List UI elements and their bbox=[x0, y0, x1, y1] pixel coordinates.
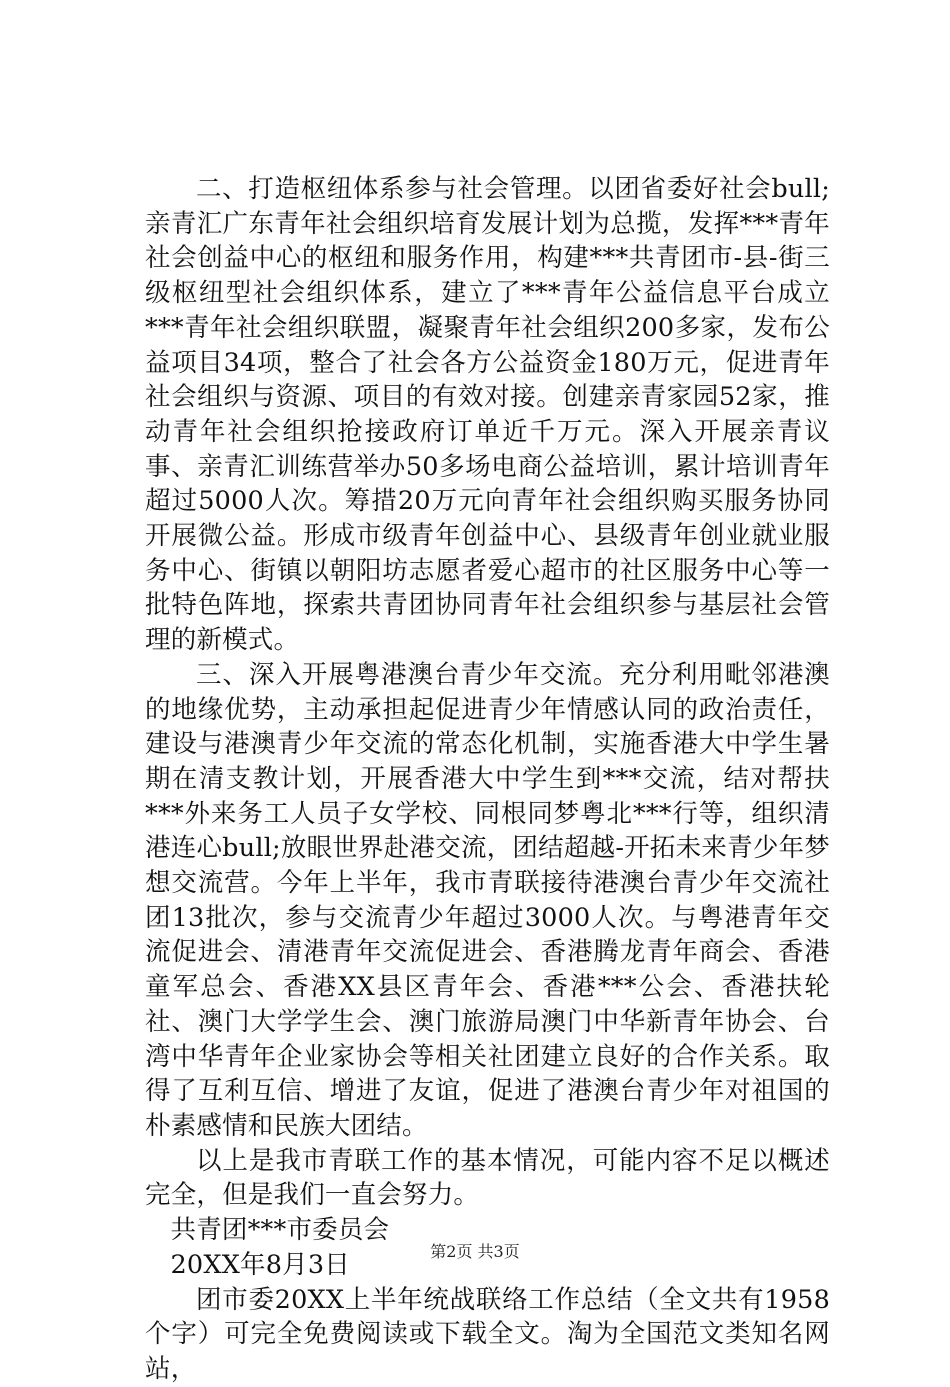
signature-organization: 共青团***市委员会 bbox=[170, 1215, 390, 1246]
page-footer bbox=[0, 1242, 950, 1262]
paragraph-summary: 以上是我市青联工作的基本情况，可能内容不足以概述完全，但是我们一直会努力。 bbox=[145, 1145, 830, 1211]
paragraph-section-three: 三、深入开展粤港澳台青少年交流。充分利用毗邻港澳的地缘优势，主动承担起促进青少年情感认同的政治责任，建设与港澳青少年交流的常态化机制，实施香港大中学生暑期在清支教计划，开展香港大中学生到***交流，结对帮扶***外来务工人员子女学校、同根同梦粤北***行等，组织清港连心bull;放眼世界赴港交流，团结超越-开拓未来青少年梦想交流营。今年上半年，我市青联接待港澳台青少年交流社团13批次，参与交流青少年超过3000人次。与粤港青年交流促进会、清港青年交流促进会、香港腾龙青年商会、香港童军总会、香港XX县区青年会、香港***公会、香港扶轮社、澳门大学学生会、澳门旅游局澳门中华新青年协会、台湾中华青年企业家协会等相关社团建立良好的合作关系。取得了互利互信、增进了友谊，促进了港澳台青少年对祖国的朴素感情和民族大团结。 bbox=[145, 659, 830, 1141]
signature-date: 20XX年8月3日 bbox=[170, 1249, 351, 1280]
paragraph-section-two: 二、打造枢纽体系参与社会管理。以团省委好社会bull;亲青汇广东青年社会组织培育发展计划为总揽，发挥***青年社会创益中心的枢纽和服务作用，构建***共青团市-县-街三级枢纽型社会组织体系，建立了***青年公益信息平台成立***青年社会组织联盟，凝聚青年社会组织200多家，发布公益项目34项，整合了社会各方公益资金180万元，促进青年社会组织与资源、项目的有效对接。创建亲青家园52家，推动青年社会组织抢接政府订单近千万元。深入开展亲青议事、亲青汇训练营举办50多场电商公益培训，累计培训青年超过5000人次。筹措20万元向青年社会组织购买服务协同开展微公益。形成市级青年创益中心、县级青年创业就业服务中心、街镇以朝阳坊志愿者爱心超市的社区服务中心等一批特色阵地，探索共青团协同青年社会组织参与基层社会管理的新模式。 bbox=[145, 174, 830, 656]
document-body bbox=[145, 172, 830, 1387]
closing-note: 团市委20XX上半年统战联络工作总结（全文共有1958个字）可完全免费阅读或下载全文。淘为全国范文类知名网站， bbox=[145, 1284, 830, 1384]
page-number-label: 第2页 共3页 bbox=[430, 1242, 520, 1261]
